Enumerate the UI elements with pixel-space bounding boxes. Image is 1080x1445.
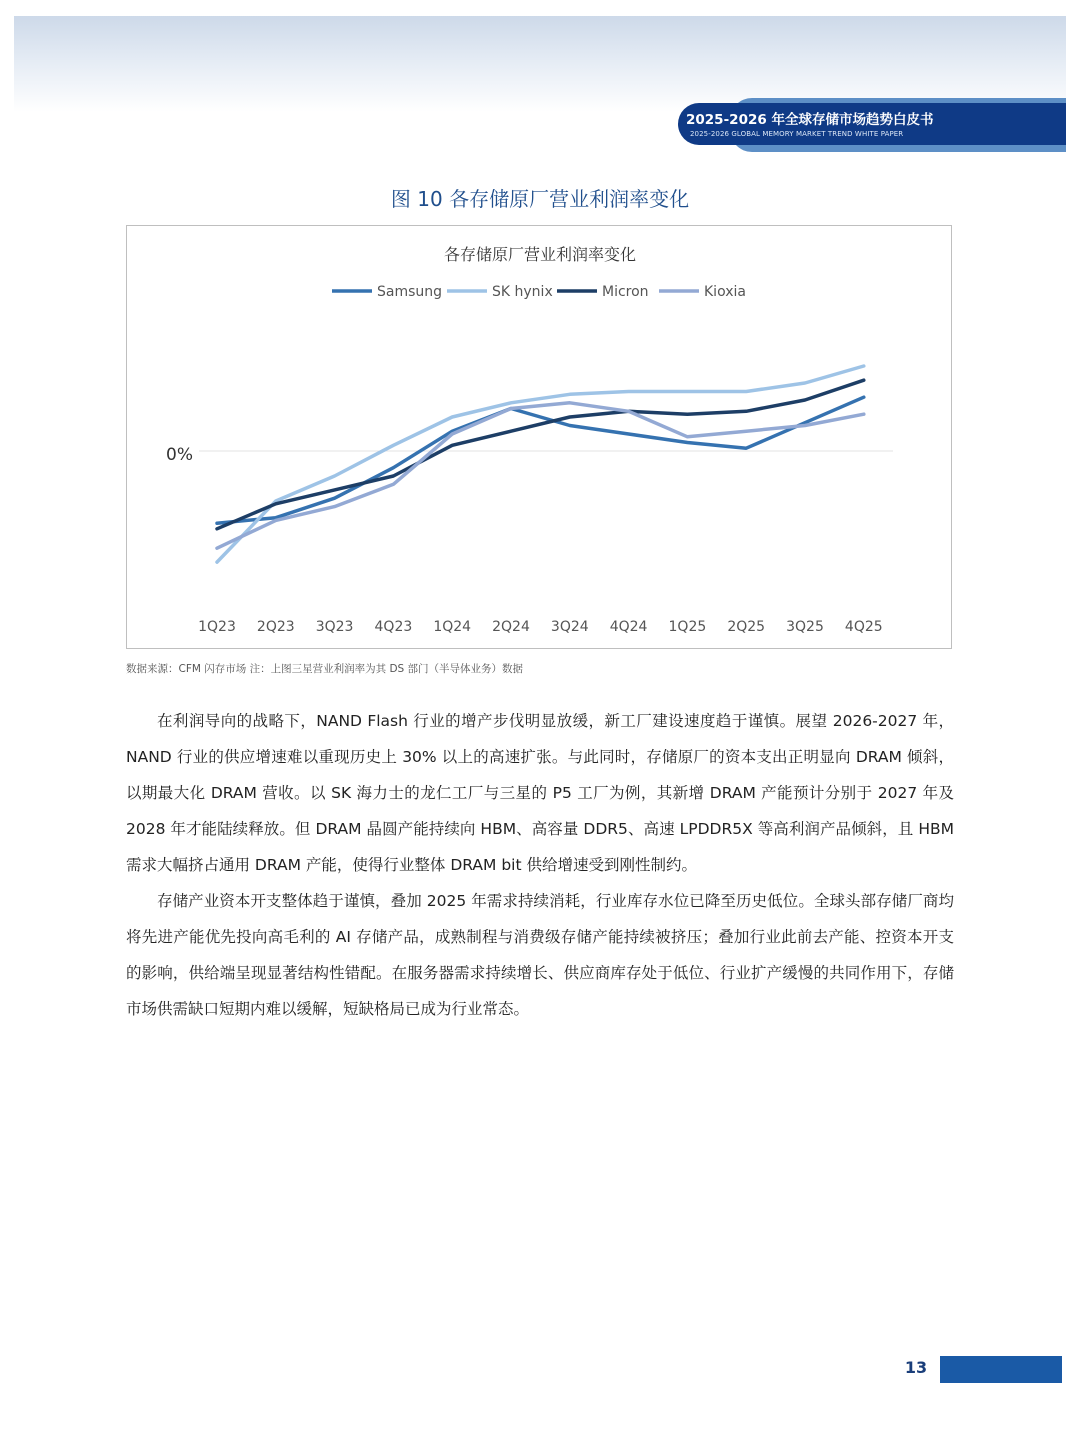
series-line-samsung [217,397,864,523]
paragraph-1: 在利润导向的战略下，NAND Flash 行业的增产步伐明显放缓，新工厂建设速度趋于谨慎。展望 2026-2027 年，NAND 行业的供应增速难以重现历史上 30% 以上的高速扩张。与此同时，存储原厂的资本支出正明显向 DRAM 倾斜，以期最大化 DRAM 营收。以 SK 海力士的龙仁工厂与三星的 P5 工厂为例，其新增 DRAM 产能预计分别于 2027 年及 2028 年才能陆续释放。但 DRAM 晶圆产能持续向 HBM、高容量 DDR5、高速 LPDDR5X 等高利润产品倾斜，且 HBM 需求大幅挤占通用 DRAM 产能，使得行业整体 DRAM bit 供给增速受到刚性制约。 [126,712,954,874]
series-line-sk-hynix [217,366,864,562]
zero-label: 0% [166,445,193,465]
footer-bar [940,1356,1062,1383]
x-tick-label: 1Q24 [433,619,472,635]
legend-label: Micron [602,284,649,300]
document-title: 2025-2026 年全球存储市场趋势白皮书 [686,112,934,128]
x-tick-label: 1Q23 [198,619,236,635]
page-number: 13 [904,1358,928,1377]
document-subtitle: 2025-2026 GLOBAL MEMORY MARKET TREND WHITE PAPER [690,130,904,138]
x-tick-label: 2Q24 [492,619,530,635]
source-note: 数据来源：CFM 闪存市场 注：上图三星营业利润率为其 DS 部门（半导体业务）数据 [126,663,524,675]
x-axis [198,619,883,635]
body-text [126,703,954,1027]
x-tick-label: 4Q25 [844,619,883,635]
x-tick-label: 4Q24 [609,619,648,635]
chart-legend [332,284,746,300]
chart-title: 各存储原厂营业利润率变化 [443,245,637,264]
paragraph-2: 存储产业资本开支整体趋于谨慎，叠加 2025 年需求持续消耗，行业库存水位已降至历史低位。全球头部存储厂商均将先进产能优先投向高毛利的 AI 存储产品，成熟制程与消费级存储产能持续被挤压；叠加行业此前去产能、控资本开支的影响，供给端呈现显著结构性错配。在服务器需求持续增长、供应商库存处于低位、行业扩产缓慢的共同作用下，存储市场供需缺口短期内难以缓解，短缺格局已成为行业常态。 [126,892,954,1018]
x-tick-label: 3Q24 [550,619,589,635]
x-tick-label: 3Q25 [786,619,824,635]
x-tick-label: 2Q25 [727,619,766,635]
x-tick-label: 4Q23 [374,619,413,635]
legend-label: SK hynix [492,284,553,300]
x-tick-label: 2Q23 [256,619,295,635]
chart-frame [126,225,952,649]
x-tick-label: 3Q23 [315,619,354,635]
legend-label: Samsung [377,284,443,300]
chart-series [217,366,864,562]
x-tick-label: 1Q25 [668,619,707,635]
line-chart [127,226,953,650]
legend-label: Kioxia [704,284,746,300]
figure-caption: 图 10 各存储原厂营业利润率变化 [390,187,690,211]
